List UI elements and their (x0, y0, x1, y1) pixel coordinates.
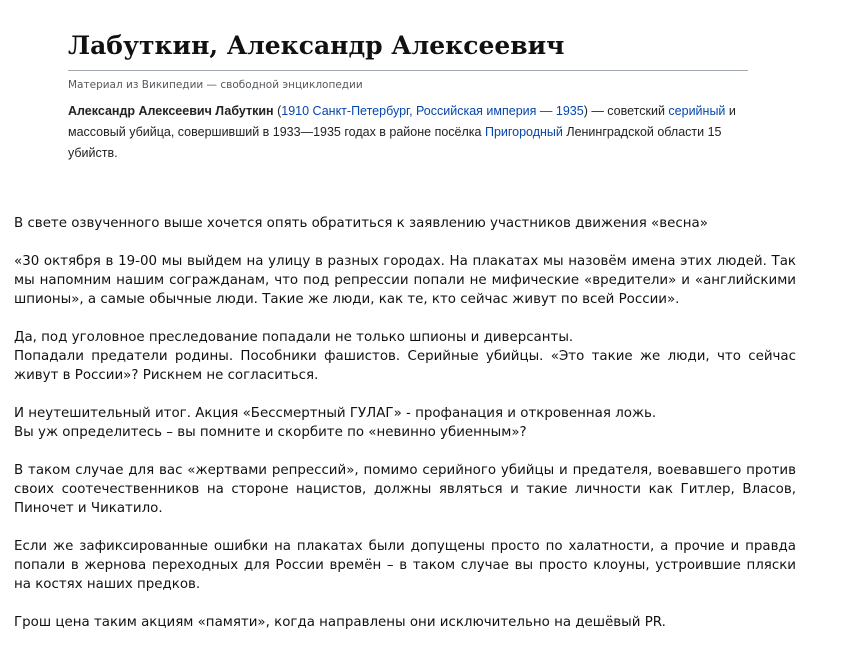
article-body (14, 214, 796, 651)
wiki-lead-text: и массовый убийца, совершивший в 1933—1935 годах в районе посёлка (68, 104, 736, 139)
paragraph-conclusion-line1: И неутешительный итог. Акция «Бессмертный ГУЛАГ» - профанация и откровенная ложь. (14, 406, 657, 421)
wiki-lead-paragraph (68, 101, 748, 164)
wiki-lead-text: ( (273, 104, 282, 118)
wiki-lead-text: , (409, 104, 417, 118)
paragraph-intro: В свете озвученного выше хочется опять обратиться к заявлению участников движения «весна» (14, 216, 708, 231)
paragraph-victims: В таком случае для вас «жертвами репрессий», помимо серийного убийцы и предателя, воевавшего против своих соотечественников на стороне нацистов, должны являться и такие личности как Гитлер, Власов, Пиночет и Чикатило. (14, 463, 796, 516)
link-russian-empire[interactable]: Российская империя (416, 104, 537, 118)
paragraph-conclusion-line2: Вы уж определитесь – вы помните и скорбите по «невинно убиенным»? (14, 425, 527, 440)
wikipedia-screenshot (68, 28, 748, 164)
wiki-lead-text: Ленинградской области 15 убийств. (68, 125, 722, 160)
paragraph-prosecution-line1: Да, под уголовное преследование попадали не только шпионы и диверсанты. (14, 330, 574, 345)
wiki-lead-name: Александр Алексеевич Лабуткин (68, 104, 274, 118)
wiki-lead-text: — (536, 104, 556, 118)
wiki-article-title: Лабуткин, Александр Алексеевич (68, 28, 748, 71)
wiki-subtitle: Материал из Википедии — свободной энциклопедии (68, 79, 363, 91)
wiki-lead-text: ) — советский (583, 104, 669, 118)
link-1910[interactable]: 1910 (281, 104, 310, 118)
paragraph-negligence: Если же зафиксированные ошибки на плакатах были допущены просто по халатности, а прочие и правда попали в жернова переходных для России времён – в таком случае вы просто клоуны, устроившие пляски на костях наших предков. (14, 539, 796, 592)
link-serial[interactable]: серийный (668, 104, 726, 118)
paragraph-quote: «30 октября в 19-00 мы выйдем на улицу в разных городах. На плакатах мы назовём имена этих людей. Так мы напомним нашим согражданам, что под репрессии попали не мифические «вредители» и «английскими шпионы», а самые обычные люди. Такие же люди, как те, кто сейчас живут по всей России». (14, 254, 796, 307)
link-1935[interactable]: 1935 (555, 104, 584, 118)
paragraph-final: Грош цена таким акциям «памяти», когда направлены они исключительно на дешёвый PR. (14, 615, 666, 630)
link-prigorodny[interactable]: Пригородный (484, 125, 563, 139)
link-saint-petersburg[interactable]: Санкт-Петербург (312, 104, 410, 118)
paragraph-prosecution-line2: Попадали предатели родины. Пособники фашистов. Серийные убийцы. «Это такие же люди, что сейчас живут в России»? Рискнем не согласиться. (14, 349, 796, 383)
